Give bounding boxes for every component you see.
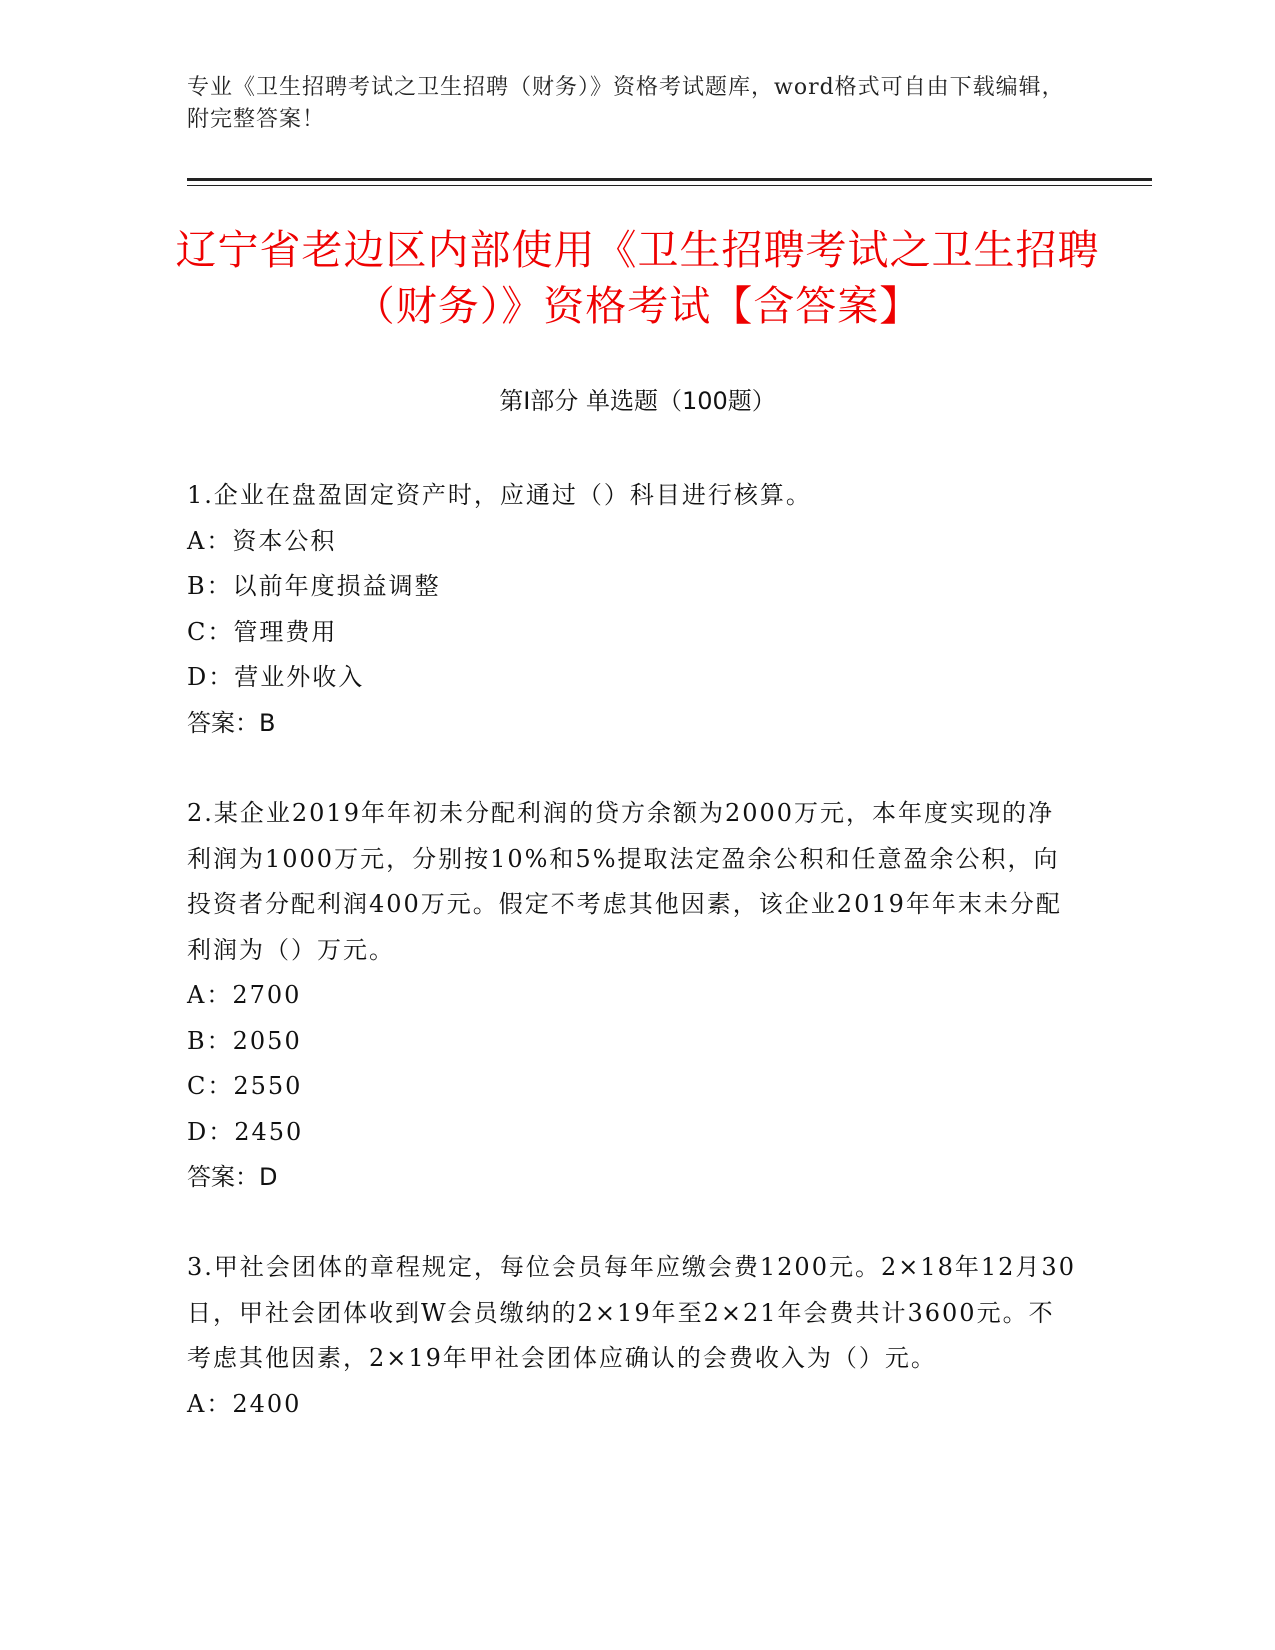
answer: 答案：D xyxy=(187,1163,278,1191)
option-b: B：以前年度损益调整 xyxy=(187,572,441,600)
option-c: C：2550 xyxy=(187,1072,303,1100)
option-a: A：2700 xyxy=(187,981,302,1009)
document-title: 辽宁省老边区内部使用《卫生招聘考试之卫生招聘（财务）》资格考试【含答案】 xyxy=(175,226,1100,330)
header-divider-thick xyxy=(187,178,1152,181)
option-d: D：2450 xyxy=(187,1117,304,1146)
option-c: C：管理费用 xyxy=(187,617,338,646)
answer: 答案：B xyxy=(187,708,276,737)
section-heading: 第I部分 单选题（100题） xyxy=(499,387,776,415)
question-stem: 3.甲社会团体的章程规定，每位会员每年应缴会费1200元。2×18年12月30日，甲社会团体收到W会员缴纳的2×19年至2×21年会费共计3600元。不考虑其他因素，2×19年甲社会团体应确认的会费收入为（）元。 xyxy=(187,1253,1076,1372)
header-divider-thin xyxy=(187,185,1152,186)
question-2 xyxy=(187,791,1077,1200)
option-a: A：资本公积 xyxy=(187,526,337,555)
header-note: 专业《卫生招聘考试之卫生招聘（财务）》资格考试题库，word格式可自由下载编辑，附完整答案！ xyxy=(187,75,1065,132)
option-b: B：2050 xyxy=(187,1026,302,1055)
question-3 xyxy=(187,1245,1077,1427)
option-d: D：营业外收入 xyxy=(187,663,365,691)
question-stem: 2.某企业2019年年初未分配利润的贷方余额为2000万元，本年度实现的净利润为1000万元，分别按10%和5%提取法定盈余公积和任意盈余公积，向投资者分配利润400万元。假定不考虑其他因素，该企业2019年年末未分配利润为（）万元。 xyxy=(187,799,1062,964)
question-stem: 1.企业在盘盈固定资产时，应通过（）科目进行核算。 xyxy=(187,481,812,509)
option-a: A：2400 xyxy=(187,1389,302,1418)
question-1 xyxy=(187,473,1077,746)
